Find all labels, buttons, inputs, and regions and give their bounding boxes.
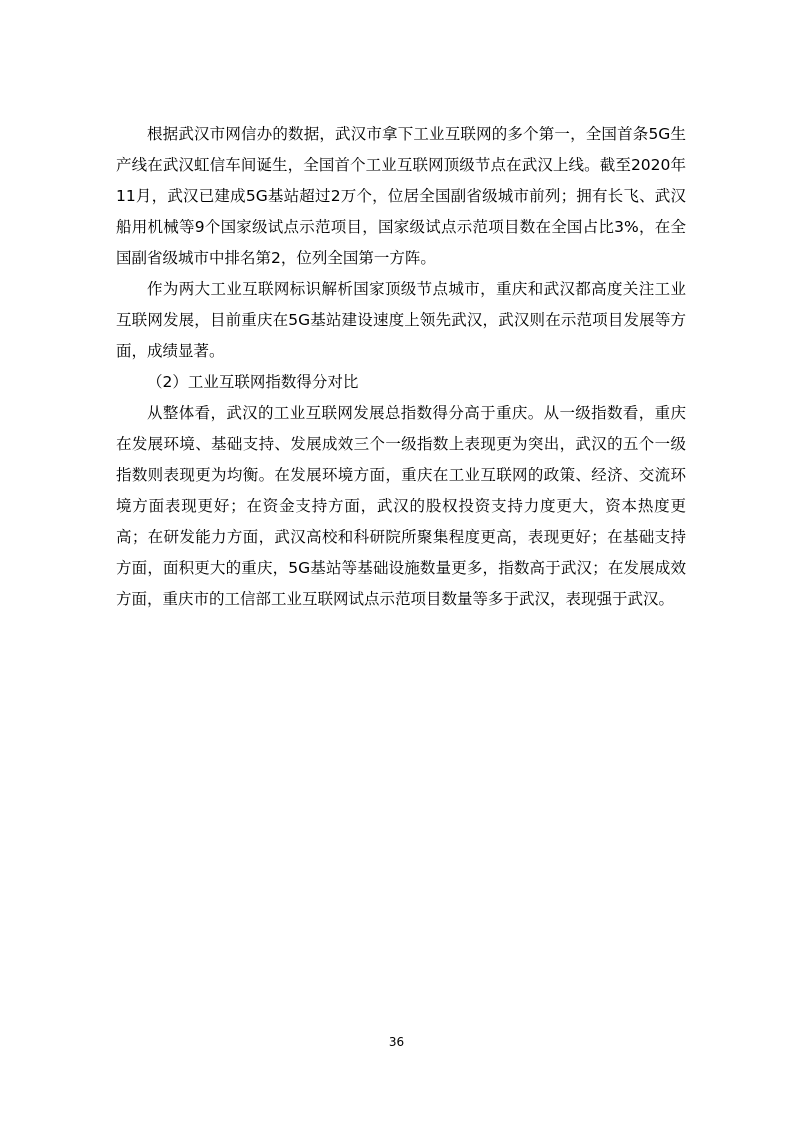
paragraph-wuhan-data: 根据武汉市网信办的数据，武汉市拿下工业互联网的多个第一，全国首条5G生产线在武汉虹信车间诞生，全国首个工业互联网顶级节点在武汉上线。截至2020年11月，武汉已建成5G基站超过2万个，位居全国副省级城市前列；拥有长飞、武汉船用机械等9个国家级试点示范项目，国家级试点示范项目数在全国占比3%，在全国副省级城市中排名第2，位列全国第一方阵。 [116, 125, 686, 267]
page-number: 36 [388, 1035, 405, 1049]
paragraph-index-comparison: 从整体看，武汉的工业互联网发展总指数得分高于重庆。从一级指数看，重庆在发展环境、基础支持、发展成效三个一级指数上表现更为突出，武汉的五个一级指数则表现更为均衡。在发展环境方面，重庆在工业互联网的政策、经济、交流环境方面表现更好；在资金支持方面，武汉的股权投资支持力度更大，资本热度更高；在研发能力方面，武汉高校和科研院所聚集程度更高，表现更好；在基础支持方面，面积更大的重庆，5G基站等基础设施数量更多，指数高于武汉；在发展成效方面，重庆市的工信部工业互联网试点示范项目数量等多于武汉，表现强于武汉。 [116, 404, 686, 608]
paragraph-node-cities: 作为两大工业互联网标识解析国家顶级节点城市，重庆和武汉都高度关注工业互联网发展，目前重庆在5G基站建设速度上领先武汉，武汉则在示范项目发展等方面，成绩显著。 [116, 280, 686, 360]
section-subheading: （2）工业互联网指数得分对比 [147, 373, 359, 391]
document-body [116, 119, 686, 615]
